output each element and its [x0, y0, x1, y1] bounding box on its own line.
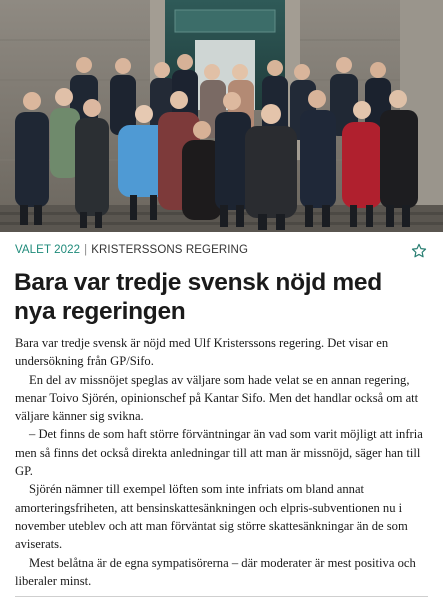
article-paragraph: Mest belåtna är de egna sympatisörerna – där moderater är mest positiva och liberaler minst. [15, 555, 416, 588]
article-paragraph: Bara var tredje svensk är nöjd med Ulf Kristerssons regering. Det visar en undersökning från GP/Sifo. [15, 336, 389, 369]
article-paragraph: En del av missnöjet speglas av väljare som hade velat se en annan regering, menar Toivo Sjörén, opinionschef på Kantar Sifo. Men det handlar också om att väljare känner sig svikna. [15, 372, 419, 424]
tagline-separator: | [84, 244, 88, 256]
topic-label[interactable]: KRISTERSSONS REGERING [91, 244, 248, 256]
article-tagline [15, 244, 415, 256]
divider [15, 596, 428, 597]
article-paragraph: – Det finns de som haft större förväntningar än vad som varit möjligt att infria men så finns det också direkta anledningar till att man är missnöjd, säger han till GP. [15, 427, 423, 479]
section-label[interactable]: VALET 2022 [15, 244, 81, 256]
article-paragraph: Sjörén nämner till exempel löften som inte infriats om bland annat amorteringsfriheten, att bensinskattesänkningen och elpris-subventionen nu i november uteblev och att man förväntat sig större skattesänkningar än de som aviserats. [15, 482, 408, 552]
article-headline: Bara var tredje svensk nöjd med nya regeringen [14, 269, 382, 325]
article-photo [0, 0, 443, 232]
bookmark-star-icon[interactable] [410, 242, 428, 260]
article-body [15, 334, 431, 590]
